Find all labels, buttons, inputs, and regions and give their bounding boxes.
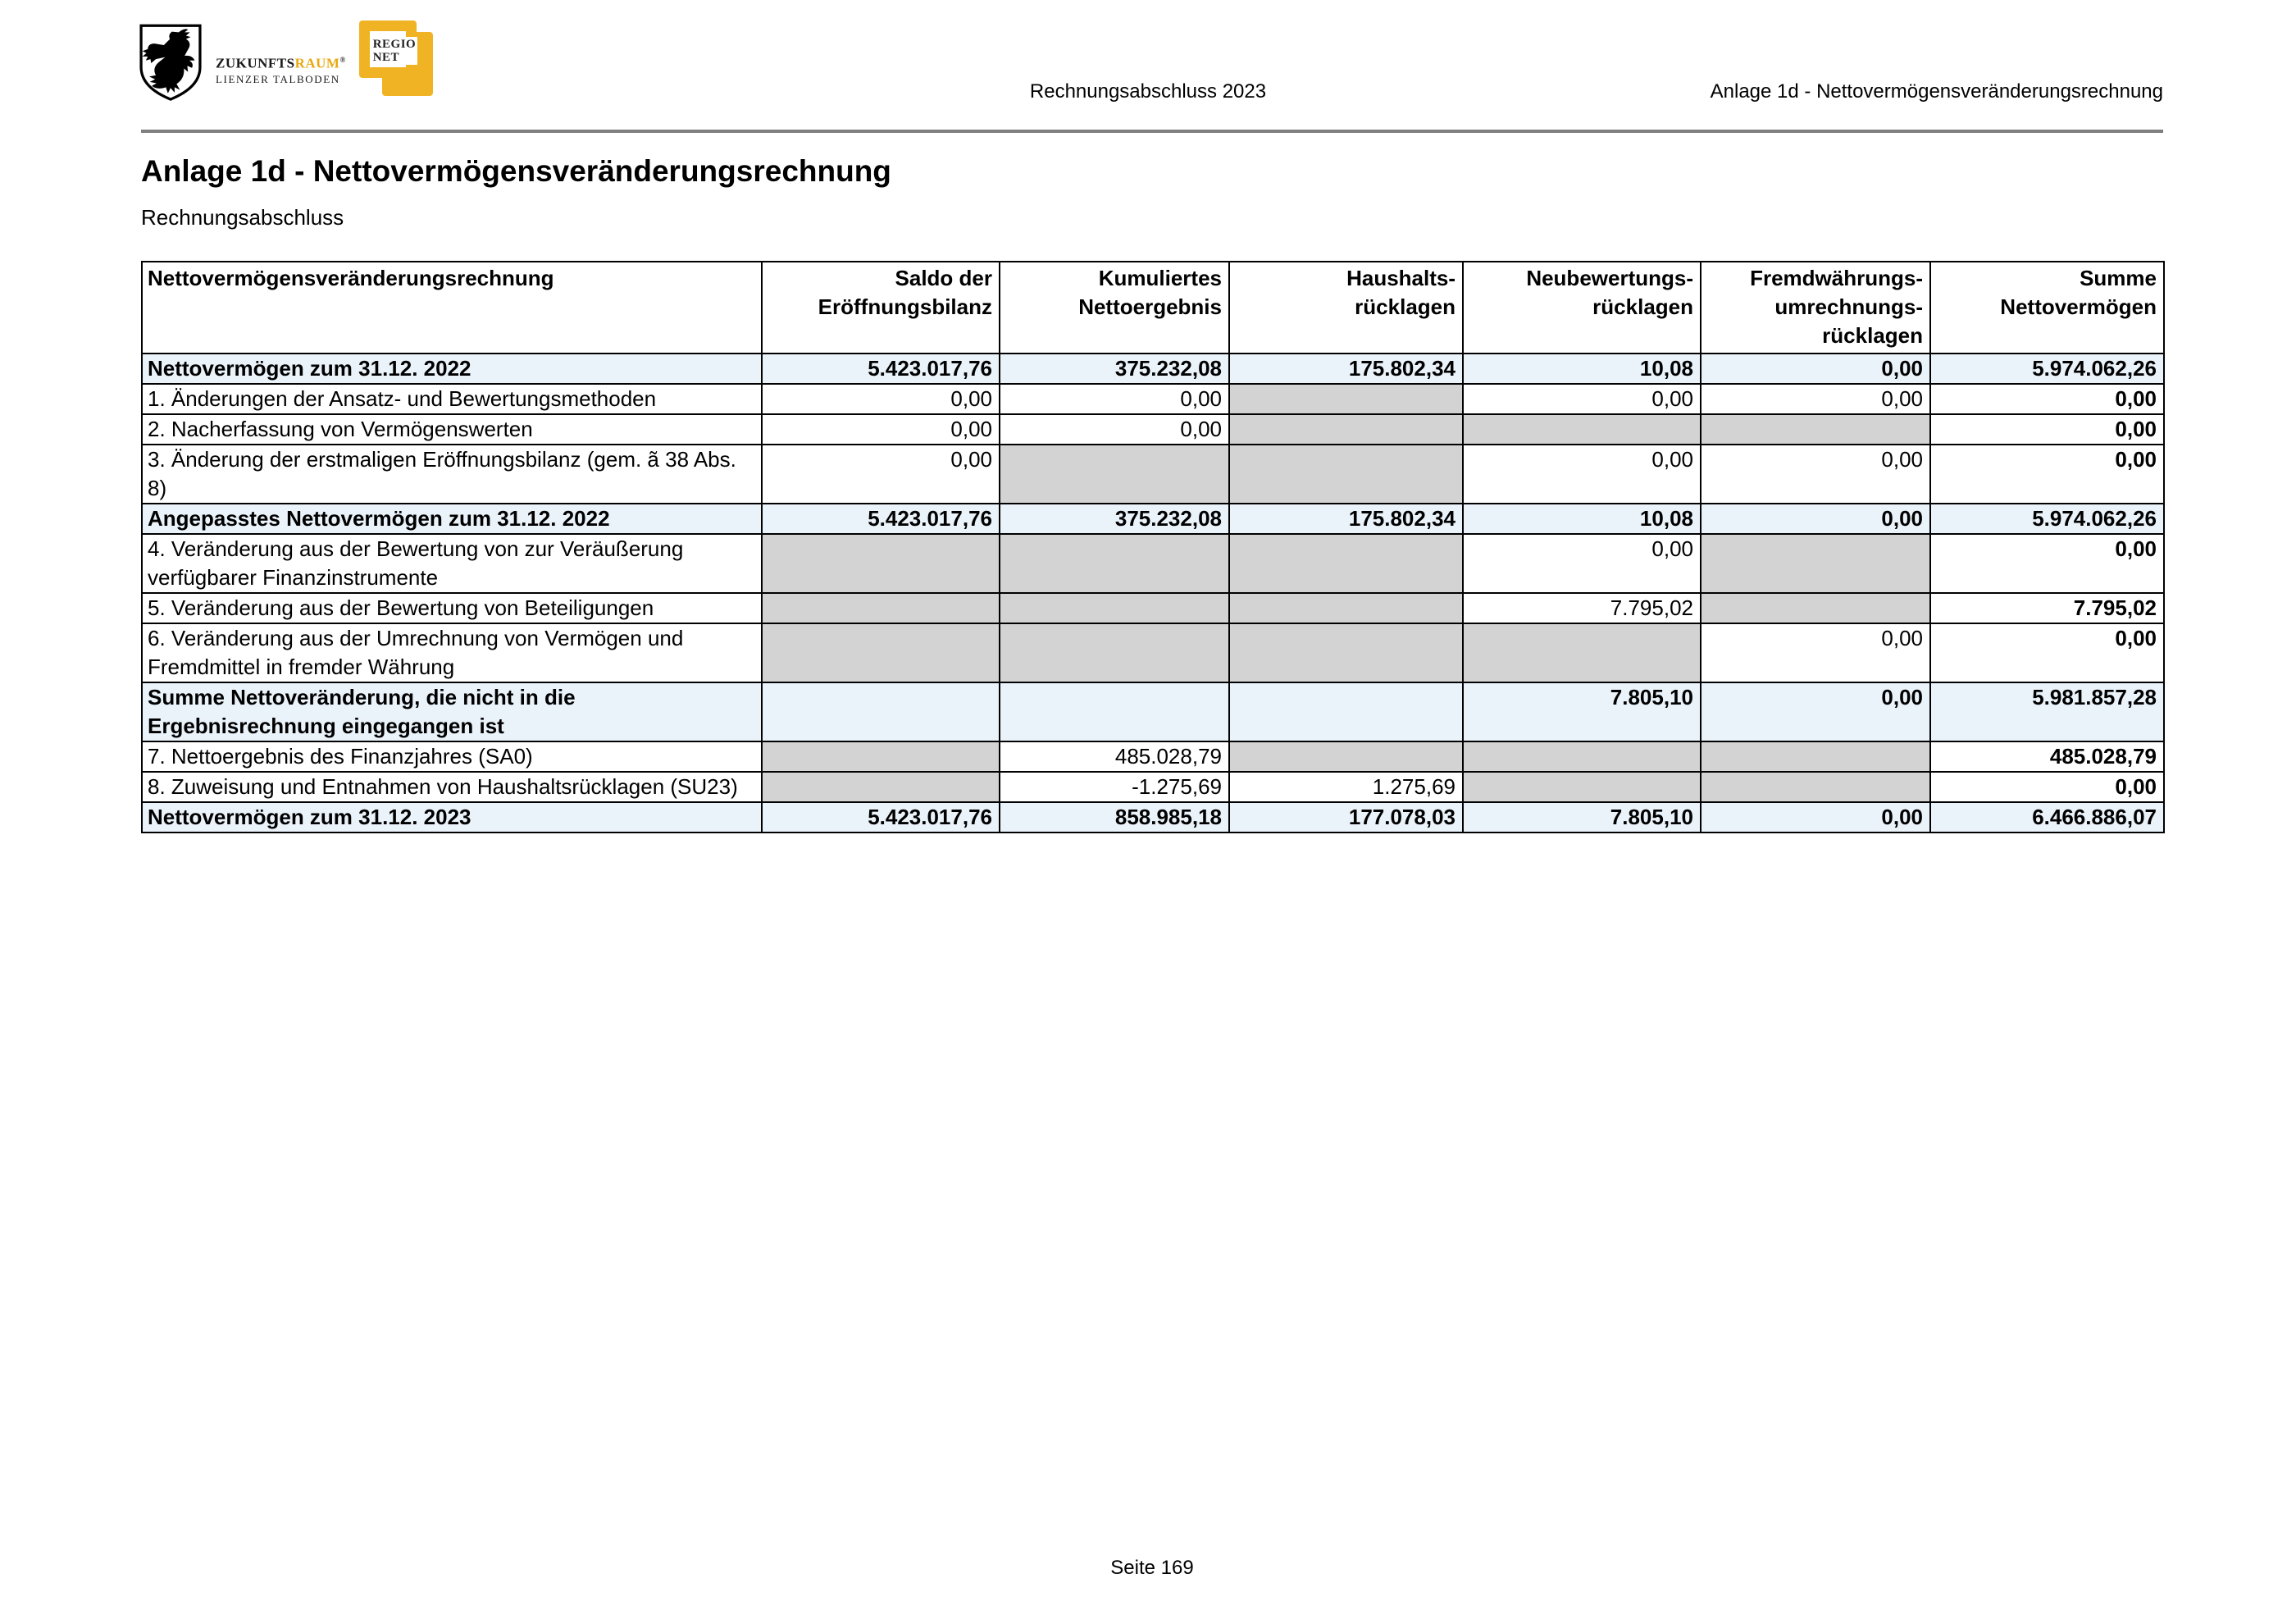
value-cell: 5.974.062,26 bbox=[1930, 504, 2164, 534]
header-center-text: Rechnungsabschluss 2023 bbox=[1029, 80, 1267, 103]
table-header-cell: Summe Nettovermögen bbox=[1930, 262, 2164, 354]
value-cell: 6.466.886,07 bbox=[1930, 802, 2164, 833]
value-cell bbox=[762, 682, 1000, 741]
value-cell bbox=[1229, 682, 1463, 741]
row-label-cell: 6. Veränderung aus der Umrechnung von Vermögen und Fremdmittel in fremder Währung bbox=[142, 623, 762, 682]
value-cell: 10,08 bbox=[1463, 354, 1701, 384]
table-row bbox=[142, 593, 2164, 623]
blocked-cell bbox=[762, 623, 1000, 682]
row-label-cell: 7. Nettoergebnis des Finanzjahres (SA0) bbox=[142, 741, 762, 772]
row-label-cell: Summe Nettoveränderung, die nicht in die Ergebnisrechnung eingegangen ist bbox=[142, 682, 762, 741]
table-row bbox=[142, 414, 2164, 445]
blocked-cell bbox=[762, 772, 1000, 802]
blocked-cell bbox=[1701, 534, 1930, 593]
value-cell: 0,00 bbox=[1701, 682, 1930, 741]
value-cell: 7.805,10 bbox=[1463, 802, 1701, 833]
blocked-cell bbox=[762, 534, 1000, 593]
regionet-regio-text: REGIO bbox=[372, 38, 417, 51]
value-cell: 0,00 bbox=[762, 445, 1000, 504]
value-cell: 177.078,03 bbox=[1229, 802, 1463, 833]
blocked-cell bbox=[1229, 534, 1463, 593]
value-cell: 0,00 bbox=[1463, 445, 1701, 504]
blocked-cell bbox=[1463, 772, 1701, 802]
row-label-cell: 2. Nacherfassung von Vermögenswerten bbox=[142, 414, 762, 445]
value-cell: 0,00 bbox=[762, 384, 1000, 414]
row-label-cell: Nettovermögen zum 31.12. 2023 bbox=[142, 802, 762, 833]
blocked-cell bbox=[1000, 593, 1229, 623]
brand-raum-text: RAUM bbox=[294, 55, 340, 71]
header-right-text: Anlage 1d - Nettovermögensveränderungsrechnung bbox=[1710, 80, 2163, 103]
value-cell: 0,00 bbox=[1701, 445, 1930, 504]
value-cell: 10,08 bbox=[1463, 504, 1701, 534]
table-header-row bbox=[142, 262, 2164, 354]
page-title: Anlage 1d - Nettovermögensveränderungsrechnung bbox=[141, 154, 891, 188]
blocked-cell bbox=[1229, 384, 1463, 414]
value-cell: 5.974.062,26 bbox=[1930, 354, 2164, 384]
table-row bbox=[142, 772, 2164, 802]
value-cell: 175.802,34 bbox=[1229, 354, 1463, 384]
value-cell: 0,00 bbox=[1463, 534, 1701, 593]
brand-line-zukunftsraum bbox=[216, 52, 346, 71]
blocked-cell bbox=[1229, 414, 1463, 445]
row-label-cell: 5. Veränderung aus der Bewertung von Beteiligungen bbox=[142, 593, 762, 623]
row-label-cell: Angepasstes Nettovermögen zum 31.12. 2022 bbox=[142, 504, 762, 534]
value-cell: 485.028,79 bbox=[1930, 741, 2164, 772]
value-cell: 0,00 bbox=[1701, 504, 1930, 534]
table-row bbox=[142, 741, 2164, 772]
row-label-cell: 8. Zuweisung und Entnahmen von Haushaltsrücklagen (SU23) bbox=[142, 772, 762, 802]
value-cell: 0,00 bbox=[1930, 772, 2164, 802]
value-cell: -1.275,69 bbox=[1000, 772, 1229, 802]
blocked-cell bbox=[1000, 623, 1229, 682]
blocked-cell bbox=[1463, 741, 1701, 772]
blocked-cell bbox=[1463, 623, 1701, 682]
table-header-cell: Fremdwährungs- umrechnungs- rücklagen bbox=[1701, 262, 1930, 354]
table-row bbox=[142, 354, 2164, 384]
value-cell: 5.423.017,76 bbox=[762, 802, 1000, 833]
table-row bbox=[142, 384, 2164, 414]
value-cell: 7.795,02 bbox=[1463, 593, 1701, 623]
brand-zukunfts-text: ZUKUNFTS bbox=[216, 55, 295, 71]
value-cell: 7.795,02 bbox=[1930, 593, 2164, 623]
table-header-cell: Nettovermögensveränderungsrechnung bbox=[142, 262, 762, 354]
value-cell: 0,00 bbox=[1930, 623, 2164, 682]
blocked-cell bbox=[1701, 593, 1930, 623]
table-row bbox=[142, 534, 2164, 593]
value-cell: 858.985,18 bbox=[1000, 802, 1229, 833]
blocked-cell bbox=[1701, 741, 1930, 772]
value-cell: 0,00 bbox=[762, 414, 1000, 445]
blocked-cell bbox=[762, 593, 1000, 623]
regionet-text bbox=[371, 37, 418, 65]
row-label-cell: 1. Änderungen der Ansatz- und Bewertungsmethoden bbox=[142, 384, 762, 414]
header-divider bbox=[141, 130, 2163, 133]
table-header-cell: Haushalts- rücklagen bbox=[1229, 262, 1463, 354]
registered-mark: ® bbox=[339, 56, 346, 64]
table-header-cell: Kumuliertes Nettoergebnis bbox=[1000, 262, 1229, 354]
blocked-cell bbox=[1000, 534, 1229, 593]
value-cell: 375.232,08 bbox=[1000, 504, 1229, 534]
value-cell: 1.275,69 bbox=[1229, 772, 1463, 802]
blocked-cell bbox=[1229, 623, 1463, 682]
row-label-cell: Nettovermögen zum 31.12. 2022 bbox=[142, 354, 762, 384]
value-cell: 7.805,10 bbox=[1463, 682, 1701, 741]
value-cell: 5.981.857,28 bbox=[1930, 682, 2164, 741]
row-label-cell: 4. Veränderung aus der Bewertung von zur Veräußerung verfügbarer Finanzinstrumente bbox=[142, 534, 762, 593]
blocked-cell bbox=[1229, 593, 1463, 623]
page-subtitle: Rechnungsabschluss bbox=[141, 205, 344, 230]
table-row bbox=[142, 504, 2164, 534]
page-number: Seite 169 bbox=[1110, 1557, 1194, 1579]
value-cell: 0,00 bbox=[1000, 414, 1229, 445]
blocked-cell bbox=[1000, 445, 1229, 504]
value-cell: 0,00 bbox=[1701, 384, 1930, 414]
value-cell: 0,00 bbox=[1463, 384, 1701, 414]
value-cell: 175.802,34 bbox=[1229, 504, 1463, 534]
value-cell: 0,00 bbox=[1930, 414, 2164, 445]
value-cell: 0,00 bbox=[1701, 354, 1930, 384]
blocked-cell bbox=[1463, 414, 1701, 445]
net-assets-change-table bbox=[141, 261, 2165, 833]
value-cell: 5.423.017,76 bbox=[762, 504, 1000, 534]
value-cell: 0,00 bbox=[1000, 384, 1229, 414]
value-cell: 0,00 bbox=[1701, 623, 1930, 682]
table-row bbox=[142, 445, 2164, 504]
value-cell bbox=[1000, 682, 1229, 741]
row-label-cell: 3. Änderung der erstmaligen Eröffnungsbilanz (gem. ã 38 Abs. 8) bbox=[142, 445, 762, 504]
value-cell: 0,00 bbox=[1701, 802, 1930, 833]
value-cell: 0,00 bbox=[1930, 384, 2164, 414]
value-cell: 485.028,79 bbox=[1000, 741, 1229, 772]
table-header-cell: Neubewertungs- rücklagen bbox=[1463, 262, 1701, 354]
regionet-net-text: NET bbox=[372, 51, 400, 64]
blocked-cell bbox=[1229, 741, 1463, 772]
value-cell: 0,00 bbox=[1930, 534, 2164, 593]
blocked-cell bbox=[1701, 414, 1930, 445]
table-header-cell: Saldo der Eröffnungsbilanz bbox=[762, 262, 1000, 354]
blocked-cell bbox=[762, 741, 1000, 772]
blocked-cell bbox=[1229, 445, 1463, 504]
blocked-cell bbox=[1701, 772, 1930, 802]
value-cell: 5.423.017,76 bbox=[762, 354, 1000, 384]
value-cell: 0,00 bbox=[1930, 445, 2164, 504]
table-row bbox=[142, 802, 2164, 833]
brand-subline: LIENZER TALBODEN bbox=[216, 72, 340, 85]
value-cell: 375.232,08 bbox=[1000, 354, 1229, 384]
table-row bbox=[142, 682, 2164, 741]
table-row bbox=[142, 623, 2164, 682]
